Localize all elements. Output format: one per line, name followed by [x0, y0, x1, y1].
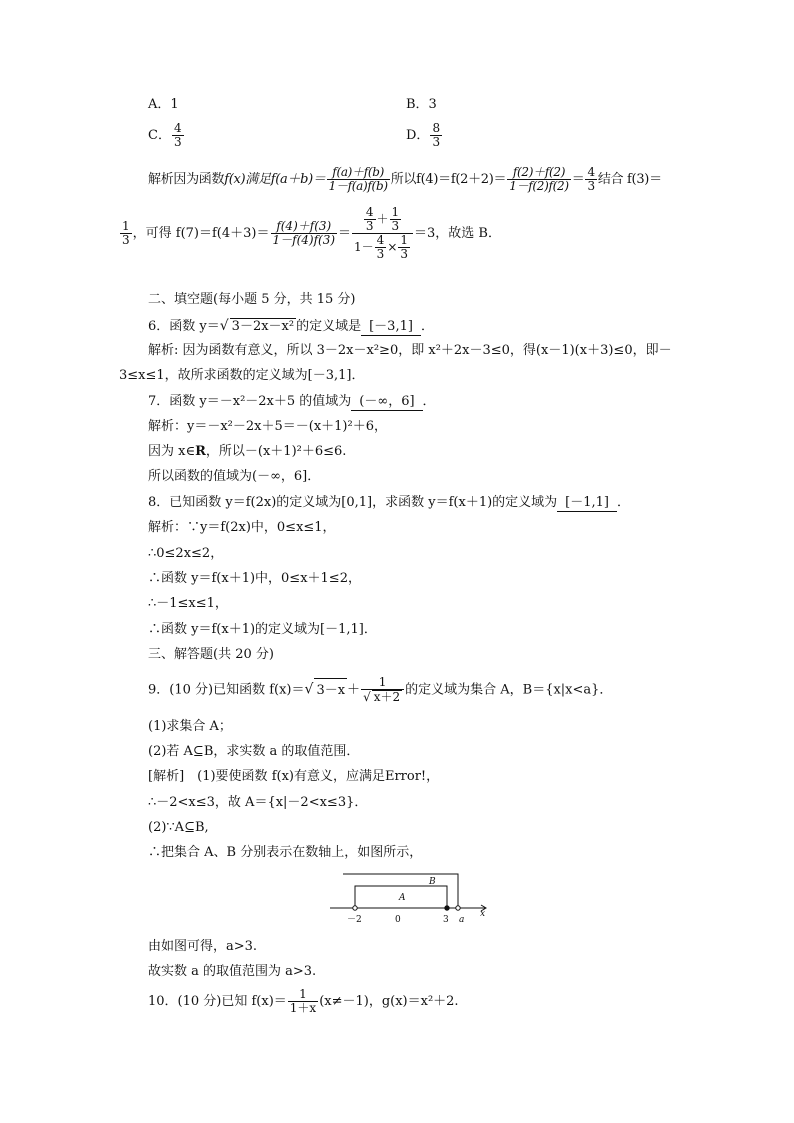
compound-num	[352, 206, 413, 234]
fraction-den: √ x＋2	[363, 690, 401, 704]
fraction-den: 3	[400, 247, 409, 261]
choice-d-label: D．	[406, 128, 430, 143]
fraction	[390, 206, 402, 233]
question-9: 9．(10 分)已知函数 f(x)＝√ 3－x ＋ $\frac{1}{√ x+2}$ 的定义域为集合 A，B＝{x|x<a}．	[148, 675, 613, 704]
question-8-solution-line: ∴0≤2x≤2，	[148, 546, 224, 561]
question-7-solution-line-2	[148, 444, 346, 460]
text: ×	[387, 240, 398, 254]
text: ＋	[347, 682, 361, 698]
choice-c-fraction	[172, 122, 184, 149]
text: ．	[422, 394, 436, 409]
radicand: 3－x	[314, 678, 347, 698]
fraction	[507, 166, 571, 193]
fraction-den: 3	[365, 219, 374, 233]
choice-d-fraction	[430, 122, 442, 149]
choice-c-label: C．	[148, 128, 171, 143]
choice-c	[148, 122, 185, 149]
question-9-line: ∴－2<x≤3，故 A＝{x|－2<x≤3}．	[148, 795, 368, 810]
fraction-den: 1－f(4)f(3)	[272, 233, 336, 247]
fraction-num: 1	[391, 205, 400, 219]
question-7-solution-line-1: 解析：y＝－x²－2x＋5＝－(x＋1)²＋6，	[148, 419, 387, 434]
fraction-num: 1	[288, 988, 318, 1002]
fraction-den: 3	[122, 233, 130, 247]
fraction-num: 1	[361, 676, 404, 690]
text: f(x)满足f(a＋b)＝	[224, 172, 326, 187]
fraction-num: 8	[432, 121, 441, 135]
question-8	[148, 495, 630, 512]
text: 7．函数 y＝－x²－2x＋5 的值域为	[148, 394, 352, 409]
compound-den	[352, 234, 413, 261]
fraction	[361, 676, 404, 704]
label-a: A	[399, 893, 406, 903]
fraction-den: 3	[376, 247, 385, 261]
radicand: 3－2x－x²	[231, 319, 295, 334]
text: ．	[617, 495, 631, 510]
fraction	[327, 166, 390, 193]
fraction	[398, 234, 410, 261]
fraction-den: 3	[173, 135, 182, 149]
fraction-num: 1	[400, 233, 409, 247]
fraction-den: 3	[587, 179, 595, 193]
fraction-num: 1	[122, 219, 130, 233]
text: 10．(10 分)已知 f(x)＝	[148, 994, 287, 1009]
question-9-line: (2)∵A⊆B,	[148, 820, 209, 835]
label-b: B	[429, 877, 436, 887]
fraction	[288, 988, 318, 1015]
fraction-num: f(a)＋f(b)	[327, 166, 390, 180]
fraction-den: 3	[432, 135, 441, 149]
text: 6．函数 y＝	[148, 319, 220, 334]
text: ，所以－(x＋1)²＋6≤6.	[205, 444, 347, 459]
tick-0: 0	[395, 915, 401, 925]
open-point-a	[456, 906, 460, 910]
answer-blank: (－∞，6]	[351, 394, 422, 411]
open-point-minus-2	[353, 906, 357, 910]
question-9-line: 由如图可得，a>3.	[148, 939, 258, 954]
choice-b: B．3	[406, 97, 437, 112]
solution-5-line-1	[148, 166, 662, 193]
fraction-num: f(4)＋f(3)	[271, 220, 338, 234]
text: ．	[420, 319, 434, 334]
question-9-line: (1)求集合 A；	[148, 719, 232, 734]
question-8-solution-line: 解析：∵y＝f(2x)中，0≤x≤1，	[148, 520, 336, 535]
question-6-solution-line-2: 3≤x≤1，故所求函数的定义域为[－3,1]．	[119, 368, 365, 383]
question-7	[148, 394, 436, 411]
fraction	[120, 220, 132, 247]
axis-x-label: x	[480, 909, 486, 919]
text: 9．(10 分)已知函数 f(x)＝	[148, 682, 305, 698]
number-line-diagram	[325, 866, 495, 928]
radicand: x＋2	[373, 690, 401, 704]
text: 的定义域是	[296, 319, 362, 334]
fraction-num: 4	[376, 233, 385, 247]
question-6-solution-line-1: 解析: 因为函数有意义，所以 3－2x－x²≥0，即 x²＋2x－3≤0，得(x－1)(x＋3)≤0，即－	[148, 343, 672, 358]
solution-5-line-2	[119, 206, 501, 261]
question-6: 6．函数 y＝√ 3－2x－x² 的定义域是 [－3,1] ．	[148, 318, 434, 334]
text: ，可得 f(7)＝f(4＋3)＝	[132, 226, 270, 241]
fraction	[375, 234, 387, 261]
fraction-num: f(2)＋f(2)	[507, 166, 571, 180]
section-title-answer: 三、解答题(共 20 分)	[148, 647, 274, 662]
text: 的定义域为集合 A，B＝{x|x<a}．	[405, 682, 613, 698]
question-10	[148, 988, 459, 1015]
question-8-solution-line: ∴函数 y＝f(x＋1)的定义域为[－1,1]．	[148, 622, 377, 637]
fraction-den: 1＋x	[289, 1001, 317, 1015]
compound-fraction	[352, 206, 413, 261]
fraction	[585, 166, 596, 193]
choice-d	[406, 122, 443, 149]
fraction-num: 4	[365, 205, 374, 219]
question-9-line: 故实数 a 的取值范围为 a>3.	[148, 964, 317, 979]
text: 1－	[354, 240, 374, 254]
choice-a: A．1	[148, 97, 179, 112]
question-8-solution-line: ∴函数 y＝f(x＋1)中，0≤x＋1≤2，	[148, 571, 361, 586]
text: 解析因为函数	[148, 172, 225, 187]
tick-3: 3	[443, 915, 449, 925]
text: ＝	[571, 172, 585, 187]
text: 所以f(4)＝f(2＋2)＝	[390, 172, 507, 187]
real-set-symbol: R	[195, 444, 206, 459]
question-7-solution-line-3: 所以函数的值域为(－∞，6]．	[148, 469, 321, 484]
question-9-line: [解析] (1)要使函数 f(x)有意义，应满足Error!，	[148, 769, 440, 784]
fraction-den: 1－f(2)f(2)	[509, 179, 569, 193]
tick-a: a	[459, 915, 465, 925]
text: 因为 x∈	[148, 444, 196, 459]
fraction	[271, 220, 338, 247]
tick-minus-2: －2	[347, 915, 362, 925]
fraction-num: 4	[173, 121, 182, 135]
section-title-fill-in: 二、填空题(每小题 5 分，共 15 分)	[148, 292, 356, 307]
fraction-num: 4	[587, 165, 595, 179]
text: 结合 f(3)＝	[597, 172, 662, 187]
fraction	[364, 206, 376, 233]
question-9-line: (2)若 A⊆B，求实数 a 的取值范围．	[148, 744, 360, 759]
text: ＝3，故选 B．	[414, 226, 501, 241]
text: ＝	[338, 226, 352, 241]
text: 8．已知函数 y＝f(2x)的定义域为[0,1]，求函数 y＝f(x＋1)的定义域为	[148, 495, 558, 510]
text: (x≠－1)，g(x)＝x²＋2.	[319, 994, 459, 1009]
closed-point-3	[445, 906, 449, 910]
text: ＋	[376, 212, 389, 226]
fraction-den: 3	[391, 219, 400, 233]
answer-blank: [－1,1]	[557, 495, 617, 512]
answer-blank: [－3,1]	[361, 319, 421, 336]
question-9-line: ∴把集合 A、B 分别表示在数轴上，如图所示，	[148, 845, 423, 860]
question-8-solution-line: ∴－1≤x≤1，	[148, 596, 228, 611]
fraction-den: 1－f(a)f(b)	[328, 179, 388, 193]
